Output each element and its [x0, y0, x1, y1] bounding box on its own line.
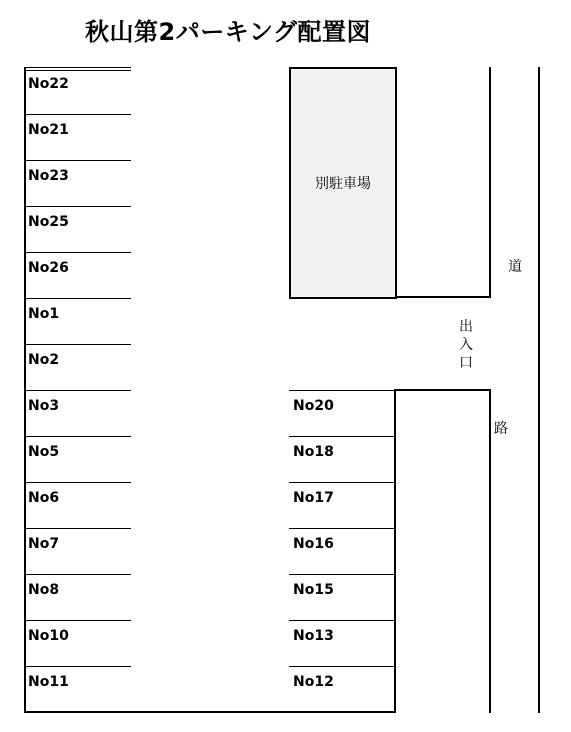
bottom-boundary-line: [24, 711, 396, 713]
slot-divider: [24, 344, 131, 345]
slot-divider: [24, 114, 131, 115]
upper-inner-road-line: [489, 67, 491, 298]
slot-divider: [24, 482, 131, 483]
slot-label: No18: [293, 444, 334, 460]
lower-inner-road-line: [489, 389, 491, 713]
slot-label: No25: [28, 214, 69, 230]
slot-label: No22: [28, 76, 69, 92]
lot-bottom-extension-line: [395, 296, 491, 298]
slot-label: No8: [28, 582, 60, 598]
slot-divider: [289, 390, 395, 391]
road-label-bottom: 路: [494, 421, 508, 437]
slot-divider: [24, 206, 131, 207]
slot-label: No23: [28, 168, 69, 184]
slot-divider: [24, 252, 131, 253]
slot-divider: [24, 666, 131, 667]
slot-divider: [289, 528, 395, 529]
slot-divider: [289, 666, 395, 667]
slot-label: No26: [28, 260, 69, 276]
slot-label: No12: [293, 674, 334, 690]
slot-label: No1: [28, 306, 60, 322]
left-top-line-1: [24, 67, 131, 68]
outer-road-line: [538, 67, 540, 713]
slot-divider: [24, 298, 131, 299]
other-parking-lot-label: 別駐車場: [315, 176, 371, 192]
slot-divider: [24, 574, 131, 575]
slot-label: No3: [28, 398, 60, 414]
slot-divider: [289, 436, 395, 437]
slot-label: No21: [28, 122, 69, 138]
slot-label: No2: [28, 352, 60, 368]
diagram-title: 秋山第2パーキング配置図: [85, 18, 371, 46]
entrance-label: [458, 318, 474, 372]
slot-label: No16: [293, 536, 334, 552]
slot-divider: [289, 620, 395, 621]
slot-label: No7: [28, 536, 60, 552]
slot-divider: [289, 574, 395, 575]
slot-divider: [24, 620, 131, 621]
slot-label: No10: [28, 628, 69, 644]
slot-label: No5: [28, 444, 60, 460]
entrance-char: 入: [459, 337, 473, 353]
lower-block-top-line: [395, 389, 491, 391]
slot-label: No20: [293, 398, 334, 414]
slot-label: No11: [28, 674, 69, 690]
slot-label: No6: [28, 490, 60, 506]
entrance-char: 口: [459, 355, 473, 371]
road-label-top: 道: [508, 259, 522, 275]
slot-label: No17: [293, 490, 334, 506]
other-parking-lot: [289, 67, 397, 299]
slot-divider: [24, 528, 131, 529]
slot-label: No13: [293, 628, 334, 644]
left-top-line-2: [24, 70, 131, 71]
lower-block-right-line: [394, 389, 396, 713]
slot-divider: [289, 482, 395, 483]
slot-label: No15: [293, 582, 334, 598]
slot-divider: [24, 436, 131, 437]
slot-divider: [24, 390, 131, 391]
entrance-char: 出: [459, 319, 473, 335]
slot-divider: [24, 160, 131, 161]
